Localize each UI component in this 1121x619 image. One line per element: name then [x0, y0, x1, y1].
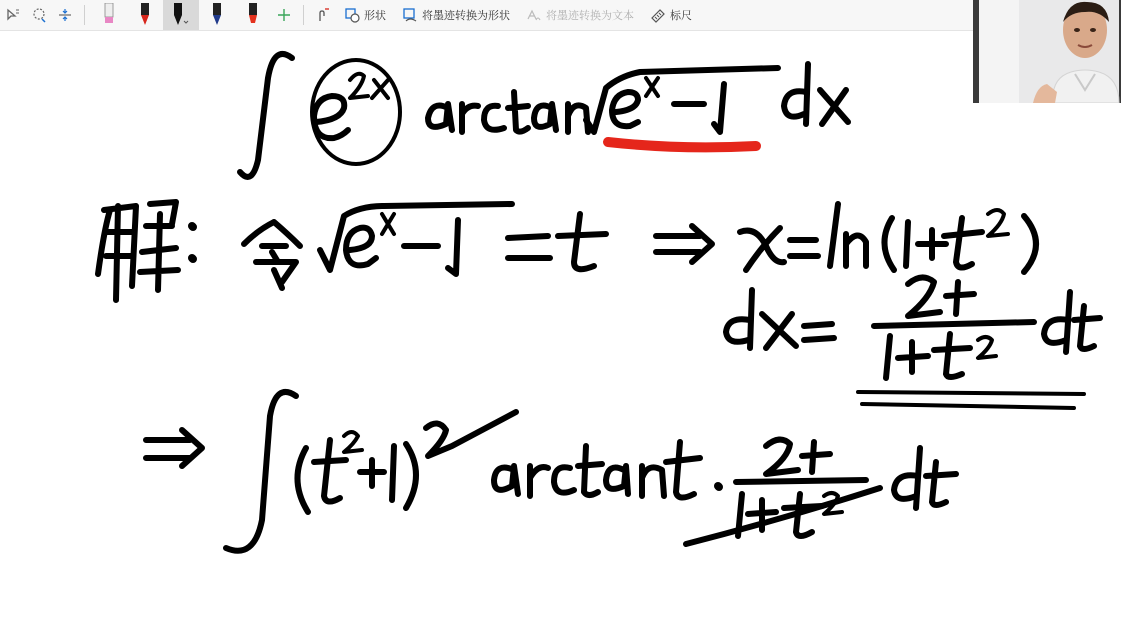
pen-icon — [210, 3, 224, 27]
shape-icon — [344, 7, 360, 23]
line2-ink — [98, 202, 1036, 300]
lasso-select-icon — [5, 7, 21, 23]
fraction-bar — [874, 322, 1034, 326]
word-arctan-2 — [494, 446, 664, 496]
insert-space-icon — [57, 7, 73, 23]
double-underline — [858, 392, 1084, 408]
paren-one-plus-t-squared — [884, 218, 982, 270]
x-superscript — [646, 78, 658, 96]
shapes-label: 形状 — [364, 10, 386, 22]
touch-draw-icon — [315, 7, 331, 23]
char-ling — [244, 222, 300, 288]
ink-to-shape-button[interactable] — [394, 0, 518, 30]
line4-ink — [146, 392, 956, 551]
line2-text — [300, 218, 484, 233]
lasso-icon — [31, 7, 47, 23]
ink-to-text-icon — [526, 7, 542, 23]
insert-space-tool[interactable] — [52, 0, 78, 30]
dx — [784, 64, 848, 124]
highlighter-icon — [246, 3, 260, 27]
denominator-superscript-2 — [978, 337, 996, 358]
pen-navy[interactable] — [199, 0, 235, 30]
denominator-1-plus-t2 — [886, 334, 970, 378]
letter-x — [740, 228, 784, 270]
ln — [830, 204, 866, 266]
numerator-2t-2 — [766, 439, 830, 474]
integral-sign-2 — [226, 392, 296, 551]
ink-replay-button[interactable] — [310, 0, 336, 30]
pen-pink[interactable] — [91, 0, 127, 30]
letter-t-3 — [666, 442, 700, 498]
close-paren — [1024, 216, 1036, 272]
implies-arrow — [656, 226, 712, 262]
ruler-button[interactable] — [642, 0, 700, 30]
outer-superscript-2 — [426, 412, 516, 456]
colon — [192, 226, 193, 259]
e-letter — [314, 96, 348, 138]
marker-icon — [102, 3, 116, 27]
ink-to-text-button[interactable] — [518, 0, 642, 30]
line1-ink — [240, 54, 848, 177]
fraction-bar-2 — [736, 480, 866, 482]
numerator-2t — [908, 277, 974, 316]
line3-ink — [726, 277, 1100, 408]
shapes-button[interactable] — [336, 0, 394, 30]
char-jie — [98, 202, 178, 300]
ink-to-text-label: 将墨迹转换为文本 — [546, 10, 634, 22]
add-space-tool[interactable] — [26, 0, 52, 30]
implies-arrow-2 — [146, 430, 202, 466]
select-tool[interactable] — [0, 0, 26, 30]
dt — [1044, 292, 1100, 352]
equals-sign — [508, 236, 550, 258]
integral-sign — [240, 54, 292, 177]
dt-2 — [894, 448, 956, 508]
ink-strokes — [98, 54, 1100, 551]
e-under-root — [612, 92, 638, 126]
dot-operator — [718, 486, 719, 487]
pen-icon — [171, 3, 191, 27]
divider — [84, 5, 85, 25]
ink-toolbar — [0, 0, 975, 31]
line4-text — [300, 469, 463, 483]
ruler-label: 标尺 — [670, 10, 692, 22]
plus-icon — [277, 8, 291, 22]
word-arctan — [428, 92, 588, 132]
strike-through — [686, 488, 880, 544]
pen-icon — [138, 3, 152, 27]
equals-sign-2 — [790, 240, 818, 256]
superscript-2 — [988, 210, 1008, 236]
ink-to-shape-icon — [402, 7, 418, 23]
red-underline — [608, 142, 756, 147]
whiteboard-canvas[interactable] — [0, 31, 1121, 619]
letter-t — [558, 214, 606, 269]
e-under-root-2 — [346, 228, 376, 266]
pen-red[interactable] — [127, 0, 163, 30]
add-pen-button[interactable] — [271, 0, 297, 30]
ink-to-shape-label: 将墨迹转换为形状 — [422, 10, 510, 22]
line1-text — [299, 79, 449, 93]
divider — [303, 5, 304, 25]
highlighter-red[interactable] — [235, 0, 271, 30]
minus-one — [674, 84, 724, 132]
ruler-icon — [650, 7, 666, 23]
pen-black[interactable] — [163, 0, 199, 30]
line3-text — [760, 319, 843, 333]
t-superscript-2 — [344, 432, 362, 452]
